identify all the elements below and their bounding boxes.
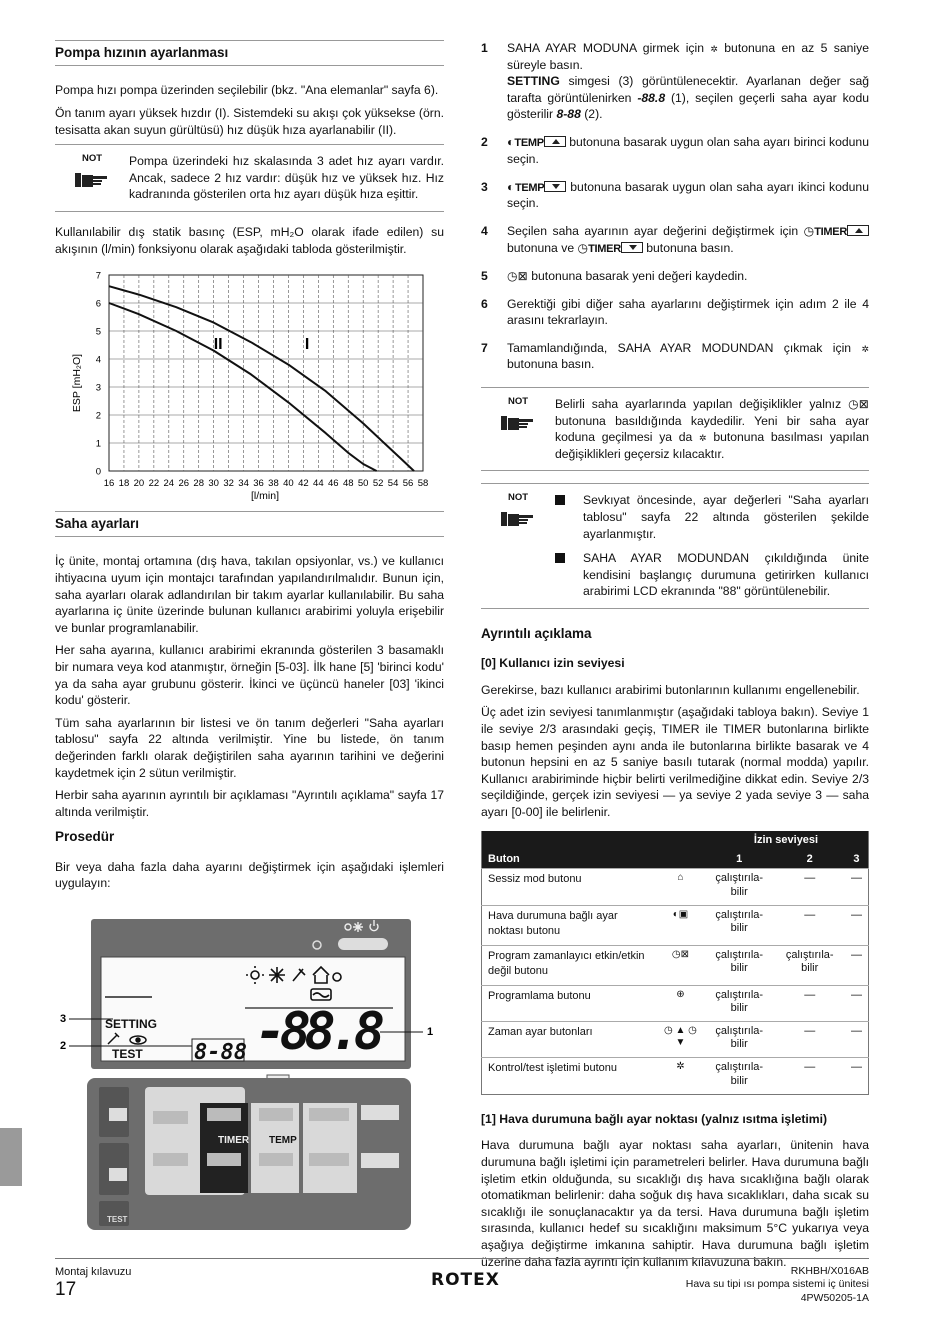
y-tick-label: 4: [95, 354, 101, 366]
table-cell-button-name: Hava durumuna bağlı ayar noktası butonu: [482, 905, 657, 945]
pointing-hand-icon: [501, 508, 535, 528]
note-icon: [481, 396, 555, 462]
timer-symbol: TIMER: [588, 243, 621, 256]
mode-button[interactable]: [361, 1105, 399, 1120]
remote-controller-diagram: [55, 915, 445, 1233]
pointing-hand-icon: [501, 412, 535, 432]
y-tick-label: 3: [95, 382, 101, 394]
paragraph: Tüm saha ayarlarının bir listesi ve ön tanım değerleri "Saha ayarları tablosu" sayfa 22 altında verilmiştir. Yine bu listede, ön tanım değerinden farklı olarak değiştirilen saha ayarının tarihini ve değerini kaydetmek için 2 sütun verilmiştir.: [55, 715, 444, 780]
table-header-level: 2: [774, 850, 844, 869]
brand-logo: ROTEX: [431, 1270, 500, 1290]
digit-symbol: -88.8: [637, 90, 666, 105]
paragraph: Hava durumuna bağlı ayar noktası saha ayarları, ünitenin hava durumuna bağlı işletimi için parametreleri belirler. Hava durumuna bağlı işletim etkin olduğunda, su sıcaklığı dış hava sıcaklığına bağlı olarak otomatikman belirlenir: daha soğuk dış hava sıcaklıkları, daha sıcak su sıcaklığı ile sonuçlanacaktır ya da tersi. Hava durumuna bağlı işletim sırasında, kullanıcı hedef su sıcaklığını maksimum 5°C yukarıya veya aşağıya değiştirme imkanına sahiptir. Hava durumuna bağlı işletim üzerine daha fazla ayrıntı için kullanım kılavuzuna bakın.: [481, 1138, 869, 1269]
note-box: [481, 483, 869, 609]
test-button-label: TEST: [107, 1215, 128, 1224]
table-cell-level2: —: [774, 985, 844, 1021]
step-text: butonuna basarak uygun olan saha ayarı birinci kodunu seçin.: [507, 134, 869, 166]
x-tick-label: 22: [148, 478, 160, 490]
step-number: 5: [481, 268, 488, 283]
timer-down-button[interactable]: [207, 1153, 241, 1166]
esp-flow-chart: [55, 263, 444, 503]
subsection-title-permission: [0] Kullanıcı izin seviyesi: [481, 656, 625, 671]
step-text: SAHA AYAR MODUNA girmek için: [507, 41, 704, 55]
temp-up-button[interactable]: [259, 1108, 293, 1121]
step-text: butonuna basın.: [507, 357, 595, 372]
footer-model: RKHBH/X016AB: [790, 1265, 869, 1277]
step-1: [481, 40, 869, 123]
table-cell-level1: çalıştırıla-bilir: [704, 905, 774, 945]
bullet-text: Sevkıyat öncesinde, ayar değerleri "Saha ayarları tablosu" sayfa 22 altında gösterilen şekilde ayarlanmıştır.: [583, 493, 869, 541]
table-header-level: 1: [704, 850, 774, 869]
callout-2: 2: [60, 1040, 67, 1052]
table-row: [482, 945, 869, 985]
x-tick-label: 42: [298, 478, 309, 490]
test-button-icon: ✲: [699, 433, 707, 444]
x-axis-label: [l/min]: [250, 490, 280, 503]
footer-doc-code: 4PW50205-1A: [800, 1291, 869, 1304]
digit-symbol: 8-88: [556, 107, 581, 122]
table-cell-button-name: Programlama butonu: [482, 985, 657, 1021]
center-buttons: [145, 1087, 357, 1195]
section-title-procedure: Prosedür: [55, 829, 115, 845]
table-header-blank: [482, 831, 705, 850]
table-cell-level1: çalıştırıla-bilir: [704, 1022, 774, 1058]
table-row: [482, 985, 869, 1021]
section-title-pump-speed: Pompa hızının ayarlanması: [55, 40, 444, 66]
pointing-hand-icon: [75, 169, 109, 189]
temp-symbol: TEMP: [514, 181, 545, 194]
step-text: Gerektiği gibi diğer saha ayarlarını değiştirmek için adım 2 ile 4 arasını tekrarlayın.: [507, 296, 869, 328]
step-text: (1), seçilen geçerli saha ayar kodu gösterilir: [507, 90, 869, 122]
note-tag: NOT: [507, 492, 529, 504]
y-tick-label: 2: [95, 410, 101, 422]
quiet-mode-button[interactable]: [109, 1108, 127, 1121]
paragraph: Üç adet izin seviyesi tanımlanmıştır (aşağıdaki tabloya bakın). Seviye 1 ile seviye 2/3 arasındaki geçiş, TIMER ile TIMER butonlarına birlikte basıp hemen peşinden aynı anda ile butonlarına birlikte basarak ve 4 butonun hepsini en az 5 saniye basılı tutarak (normal modda) yapılır. Kullanıcı arabiriminde hiçbir belirti verilmediğine dikkat edin. Seviye 2/3 seçildiğinde, gerçek izin seviyesi — ya seviye 2 yada seviye 3 — saha ayarı [0-00] ile belirlenir.: [481, 705, 869, 819]
table-cell-level1: çalıştırıla-bilir: [704, 1058, 774, 1094]
step-text: butonuna basarak yeni değeri kaydedin.: [531, 268, 748, 283]
table-cell-button-name: Kontrol/test işletimi butonu: [482, 1058, 657, 1094]
table-cell-button-name: Zaman ayar butonları: [482, 1022, 657, 1058]
step-number: 7: [481, 340, 488, 355]
table-cell-level1: çalıştırıla-bilir: [704, 985, 774, 1021]
tank-down-button[interactable]: [309, 1153, 349, 1166]
clock-cross-icon: ◷⊠: [507, 268, 528, 283]
bullet-item: [555, 492, 869, 542]
section-title-field-settings: Saha ayarları: [55, 511, 444, 537]
series-label: II: [213, 336, 223, 354]
table-cell-level2: çalıştırıla-bilir: [774, 945, 844, 985]
series-label: I: [304, 336, 310, 354]
x-tick-label: 38: [268, 478, 279, 490]
x-tick-label: 20: [133, 478, 145, 490]
table-row: [482, 1022, 869, 1058]
clock-cross-icon: ◷⊠: [657, 945, 704, 985]
left-column: [55, 40, 444, 898]
step-text: (2).: [584, 107, 603, 122]
note-text: Belirli saha ayarlarında yapılan değişiklikler yalnız: [555, 396, 842, 411]
weather-dependent-button[interactable]: [109, 1168, 127, 1181]
x-tick-label: 32: [223, 478, 234, 490]
sidebar-tab: [0, 1128, 22, 1186]
table-cell-level2: —: [774, 869, 844, 905]
note-text: Pompa üzerindeki hız skalasında 3 adet hız ayarı vardır. Ancak, sadece 2 hız vardır: düşük hız ve yüksek hız. Hız kadranında gösterilen orta hız ayarı düşük hıza eşittir.: [129, 154, 444, 202]
thermometer-icon: ◐: [507, 179, 515, 194]
left-buttons: [99, 1087, 129, 1226]
step-2: [481, 134, 869, 168]
page-footer: [55, 1258, 869, 1308]
step-6: [481, 296, 869, 329]
subsection-title-weather: [1] Hava durumuna bağlı ayar noktası (yalnız ısıtma işletimi): [481, 1111, 828, 1126]
table-row: [482, 1058, 869, 1094]
y-tick-label: 0: [95, 466, 101, 478]
table-header-row: [482, 831, 869, 850]
footer-manual-label: Montaj kılavuzu: [55, 1266, 132, 1278]
table-cell-level3: —: [845, 1058, 869, 1094]
x-tick-label: 40: [283, 478, 294, 490]
tank-up-button[interactable]: [309, 1108, 349, 1121]
step-number: 6: [481, 296, 488, 311]
big-digit-display: -88.8: [255, 1002, 385, 1062]
step-text: butonuna basarak uygun olan saha ayarı ikinci kodunu seçin.: [507, 179, 869, 211]
step-number: 3: [481, 179, 488, 194]
right-column: [481, 40, 869, 1276]
note-text: butonuna basılması yapılan değişiklikleri geçersiz kılacaktır.: [555, 430, 870, 461]
table-header-button: Buton: [482, 850, 705, 869]
y-axis-label: ESP [mH₂O]: [71, 354, 83, 413]
x-tick-label: 36: [253, 478, 264, 490]
table-cell-level2: —: [774, 1058, 844, 1094]
table-row: [482, 869, 869, 905]
step-text: butonuna en az 5 saniye süreyle basın.: [507, 41, 869, 72]
step-number: 1: [481, 41, 488, 55]
step-text: simgesi (3) görüntülenecektir. Ayarlanan değer sağ tarafta görüntülenirken: [507, 74, 870, 105]
power-button[interactable]: [361, 1153, 399, 1168]
footer-description: Hava su tipi ısı pompa sistemi iç ünitesi: [685, 1278, 869, 1291]
step-3: [481, 179, 869, 213]
table-cell-level3: —: [845, 985, 869, 1021]
y-tick-label: 6: [95, 298, 101, 310]
paragraph: Gerekirse, bazı kullanıcı arabirimi butonlarının kullanımı engellenebilir.: [481, 682, 860, 697]
test-icon: ✲: [657, 1058, 704, 1094]
timer-buttons-icon: ◷ ▲ ◷ ▼: [657, 1022, 704, 1058]
test-label: TEST: [112, 1047, 143, 1061]
thermometer-icon: ◐: [507, 134, 515, 149]
paragraph: İç ünite, montaj ortamına (dış hava, takılan opsiyonlar, vs.) ve kullanıcı ihtiyacına uyum için montajcı tarafından yapılandırılmalıdır. Bunun için, saha ayarları olarak adlandırılan bir takım ayarlar kullanılabilir. Bu saha ayarlarına iç ünite üzerinde bulunan kullanıcı arabirimi yoluyla erişebilir ve bunlar programlanabilir.: [55, 554, 444, 635]
table-cell-button-name: Program zamanlayıcı etkin/etkin değil butonu: [482, 945, 657, 985]
timer-symbol: TIMER: [814, 226, 847, 239]
table-cell-button-name: Sessiz mod butonu: [482, 869, 657, 905]
table-header-permission: İzin seviyesi: [704, 831, 869, 850]
plot-frame: [109, 275, 423, 471]
timer-enable-button[interactable]: [153, 1153, 188, 1166]
temp-symbol: TEMP: [514, 136, 544, 149]
x-tick-label: 58: [417, 478, 429, 490]
temp-label: TEMP: [269, 1135, 297, 1146]
footer-doc-info: [686, 1265, 869, 1305]
paragraph: Her saha ayarına, kullanıcı arabirimi ekranında gösterilen 3 basamaklı bir numara veya kod atanmıştır, örneğin [5-03]. İlk hane [5] 'birinci kodu' ya da saha ayar grubunu gösterir. İkinci ve üçüncü haneler [03] 'ikinci kodu' gösterir.: [55, 643, 444, 708]
temp-down-button[interactable]: [259, 1153, 293, 1166]
bullet-item: [555, 550, 869, 600]
timer-up-button[interactable]: [207, 1108, 241, 1121]
paragraph: Pompa hızı pompa üzerinden seçilebilir (bkz. "Ana elemanlar" sayfa 6).: [55, 83, 439, 98]
setting-label: SETTING: [105, 1017, 158, 1031]
x-tick-label: 48: [342, 478, 354, 490]
table-cell-level1: çalıştırıla-bilir: [704, 869, 774, 905]
step-text: butonuna basın.: [646, 241, 734, 256]
callout-1: 1: [427, 1026, 434, 1038]
x-tick-label: 34: [238, 478, 249, 490]
note-box: [55, 144, 444, 212]
note-tag: NOT: [507, 395, 529, 407]
program-button[interactable]: [153, 1111, 188, 1124]
weather-thermo-icon: ◐▣: [657, 905, 704, 945]
program-icon: ⊕: [657, 985, 704, 1021]
table-cell-level3: —: [845, 905, 869, 945]
paragraph: Kullanılabilir dış statik basınç (ESP, mH₂O olarak ifade edilen) su akışının (l/min) fonksiyonu olarak aşağıdaki tabloda gösterilmiştir.: [55, 224, 444, 256]
step-text: butonuna ve: [507, 241, 575, 256]
up-arrow-icon: [544, 136, 566, 147]
square-bullet-icon: [555, 495, 565, 505]
x-tick-label: 26: [178, 478, 190, 490]
clock-icon: ◷: [803, 224, 815, 239]
x-tick-label: 54: [387, 478, 399, 490]
table-cell-level3: —: [845, 869, 869, 905]
small-digit-display: 8-88: [194, 1040, 247, 1065]
table-cell-level2: —: [774, 905, 844, 945]
test-button-icon: ✲: [861, 343, 869, 354]
note-tag: NOT: [81, 153, 103, 165]
note-icon: [55, 153, 129, 203]
permission-table: [481, 831, 869, 1095]
x-tick-label: 30: [208, 478, 219, 490]
paragraph: Ön tanım ayarı yüksek hızdır (I). Sistemdeki su akışı çok yüksekse (örn. tesisatta akan suyun gürültüsü) hız düşük hıza ayarlanabilir (II).: [55, 105, 444, 137]
step-4: [481, 223, 869, 257]
setting-symbol: SETTING: [507, 74, 560, 89]
down-arrow-icon: [621, 242, 643, 253]
clock-cross-icon: ◷⊠: [848, 396, 869, 411]
x-tick-label: 28: [193, 478, 205, 490]
x-tick-label: 44: [313, 478, 324, 490]
square-bullet-icon: [555, 553, 565, 563]
note-text: butonuna basıldığında kaydedilir. Yeni bir saha ayar koduna geçilmesi ya da: [555, 413, 869, 445]
section-title-details: Ayrıntılı açıklama: [481, 625, 592, 641]
y-tick-label: 7: [95, 270, 101, 282]
table-header-level: 3: [845, 850, 869, 869]
test-button-icon: ✲: [710, 44, 718, 54]
x-tick-label: 24: [163, 478, 175, 490]
table-cell-level1: çalıştırıla-bilir: [704, 945, 774, 985]
quiet-house-icon: ⌂: [657, 869, 704, 905]
x-tick-label: 56: [402, 478, 414, 490]
table-cell-level3: —: [845, 1022, 869, 1058]
table-cell-level2: —: [774, 1022, 844, 1058]
table-row: [482, 905, 869, 945]
clock-icon: ◷: [577, 241, 589, 256]
paragraph: Bir veya daha fazla daha ayarını değiştirmek için aşağıdaki işlemleri uygulayın:: [55, 859, 444, 891]
timer-label: TIMER: [218, 1135, 250, 1146]
page-number: 17: [55, 1279, 77, 1300]
procedure-steps: [481, 40, 869, 373]
x-tick-label: 52: [372, 478, 384, 490]
x-tick-label: 50: [357, 478, 369, 490]
paragraph: Herbir saha ayarının ayrıntılı bir açıklaması "Ayrıntılı açıklama" sayfa 17 altında verilmiştir.: [55, 788, 444, 819]
up-arrow-icon: [847, 225, 869, 236]
callout-3: 3: [60, 1013, 67, 1025]
y-tick-label: 5: [95, 326, 101, 338]
x-tick-label: 18: [118, 478, 130, 490]
table-header-row: [482, 850, 869, 869]
step-number: 4: [481, 224, 488, 239]
note-icon: [481, 492, 555, 600]
down-arrow-icon: [544, 181, 566, 192]
x-tick-label: 46: [327, 478, 339, 490]
x-tick-label: 16: [103, 478, 115, 490]
on-off-button[interactable]: [338, 938, 388, 950]
step-number: 2: [481, 134, 488, 149]
step-text: Tamamlandığında, SAHA AYAR MODUNDAN çıkmak için: [507, 340, 852, 355]
step-7: [481, 340, 869, 373]
table-cell-level3: —: [845, 945, 869, 985]
bullet-text: SAHA AYAR MODUNDAN çıkıldığında ünite kendisini başlangıç durumuna getirirken kullanıcı arabirimi LCD ekranında "88" görüntülenebilir.: [583, 551, 869, 599]
y-tick-label: 1: [95, 438, 101, 450]
step-text: Seçilen saha ayarının ayar değerini değiştirmek için: [507, 224, 799, 239]
note-box: [481, 387, 869, 471]
step-5: [481, 268, 869, 285]
